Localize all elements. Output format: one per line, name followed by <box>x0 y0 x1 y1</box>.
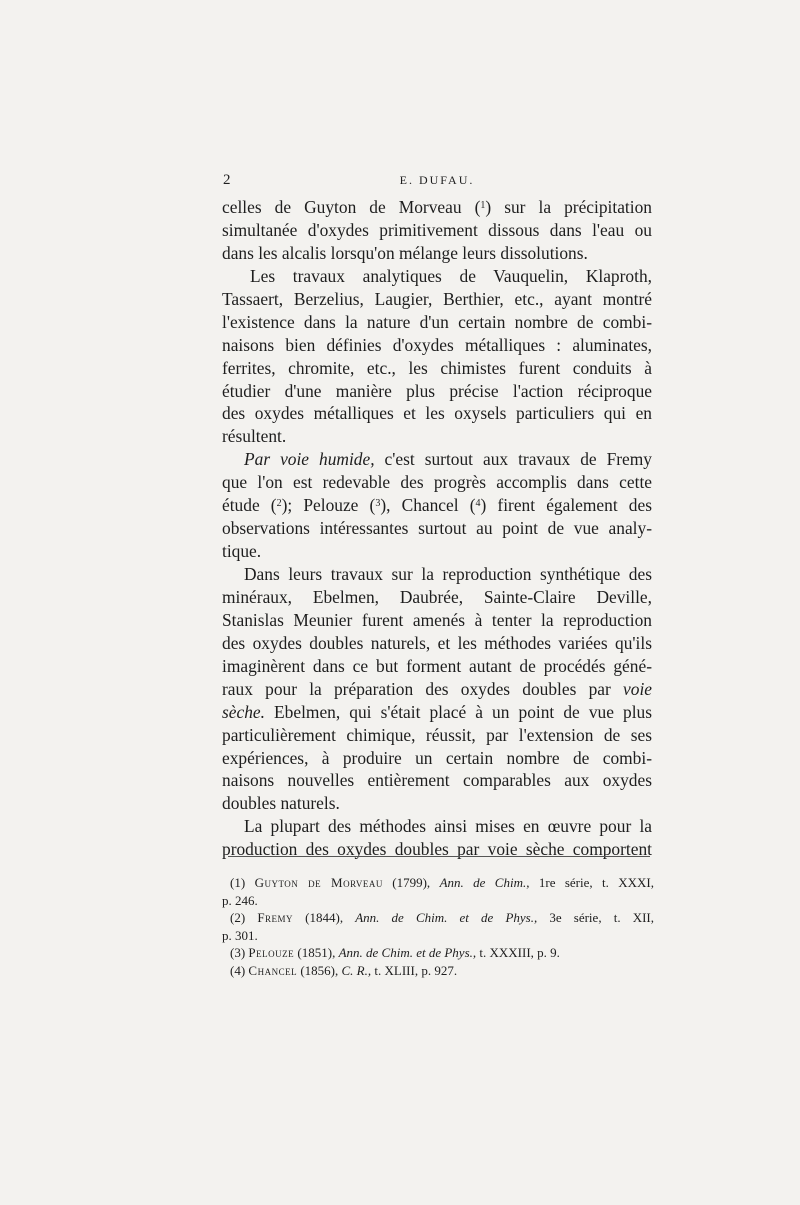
footnote-continuation: p. 246. <box>222 892 258 908</box>
text-line: celles de Guyton de Morveau ($^1$) sur la précipitation <box>222 197 652 217</box>
text-line: production des oxydes doubles par voie sèche comportent <box>222 839 652 860</box>
text-line: observations intéressantes surtout au point de vue analy- <box>222 518 652 539</box>
text-line: Dans leurs travaux sur la reproduction synthétique des <box>244 564 652 584</box>
text-line: doubles naturels. <box>222 793 340 814</box>
footnotes <box>222 874 654 979</box>
italic-phrase: voie <box>623 678 652 699</box>
body-text <box>222 196 652 861</box>
text-line: minéraux, Ebelmen, Daubrée, Sainte-Claire Deville, <box>222 586 652 607</box>
text-line: des oxydes métalliques et les oxysels particuliers qui en <box>222 403 652 424</box>
footnote: (1) Guyton de Morveau (1799), Ann. de Chim., 1re série, t. XXXI, <box>230 875 655 890</box>
text-line: dans les alcalis lorsqu'on mélange leurs dissolutions. <box>222 242 588 263</box>
page-header <box>222 172 652 192</box>
text-line: simultanée d'oxydes primitivement dissous dans l'eau ou <box>222 219 652 240</box>
footnote: (4) Chancel (1856), C. R., t. XLIII, p. 927. <box>230 962 458 978</box>
text-line: expériences, à produire un certain nombre de combi- <box>222 747 652 768</box>
footnote-ref: 1 <box>480 200 486 211</box>
running-head: E. DUFAU. <box>399 173 475 187</box>
text-line: étude ($^2$); Pelouze ($^3$), Chancel ($^4$) firent également des <box>222 495 652 516</box>
footnote-continuation: p. 301. <box>222 927 258 943</box>
text-line: Par voie humide, c'est surtout aux travaux de Fremy <box>244 449 652 470</box>
text-line: que l'on est redevable des progrès accomplis dans cette <box>222 472 652 493</box>
text-line: des oxydes doubles naturels, et les méthodes variées qu'ils <box>222 632 652 653</box>
text-line: tique. <box>222 541 262 562</box>
footnote-ref: 2 <box>276 498 282 510</box>
footnote-divider <box>228 856 650 857</box>
text-line: naisons nouvelles entièrement comparables aux oxydes <box>222 770 652 791</box>
text-line: étudier d'une manière plus précise l'action réciproque <box>222 380 652 401</box>
footnote: (2) Fremy (1844), Ann. de Chim. et de Phys., 3e série, t. XII, <box>230 910 654 925</box>
text-line: La plupart des méthodes ainsi mises en œuvre pour la <box>244 816 652 837</box>
text-line: imaginèrent dans ce but forment autant de procédés géné- <box>222 655 652 676</box>
text-line: Tassaert, Berzelius, Laugier, Berthier, etc., ayant montré <box>222 288 652 309</box>
text-line: Stanislas Meunier furent amenés à tenter la reproduction <box>222 609 652 630</box>
page-number: 2 <box>223 172 231 188</box>
text-line: l'existence dans la nature d'un certain nombre de combi- <box>222 311 652 332</box>
italic-phrase: Par voie humide, <box>244 449 375 470</box>
text-line: naisons bien définies d'oxydes métalliques : aluminates, <box>222 334 652 355</box>
italic-phrase: sèche. <box>222 701 265 722</box>
footnote-ref: 3 <box>375 498 381 510</box>
footnote-ref: 4 <box>475 498 481 510</box>
text-line: ferrites, chromite, etc., les chimistes furent conduits à <box>222 357 652 378</box>
text-line: sèche. Ebelmen, qui s'était placé à un point de vue plus <box>222 701 652 722</box>
text-line: particulièrement chimique, réussit, par l'extension de ses <box>222 724 652 745</box>
text-line: raux pour la préparation des oxydes doubles par voie <box>222 678 652 699</box>
footnote: (3) Pelouze (1851), Ann. de Chim. et de Phys., t. XXXIII, p. 9. <box>230 945 560 960</box>
text-line: résultent. <box>222 426 287 447</box>
text-line: Les travaux analytiques de Vauquelin, Klaproth, <box>250 265 652 286</box>
